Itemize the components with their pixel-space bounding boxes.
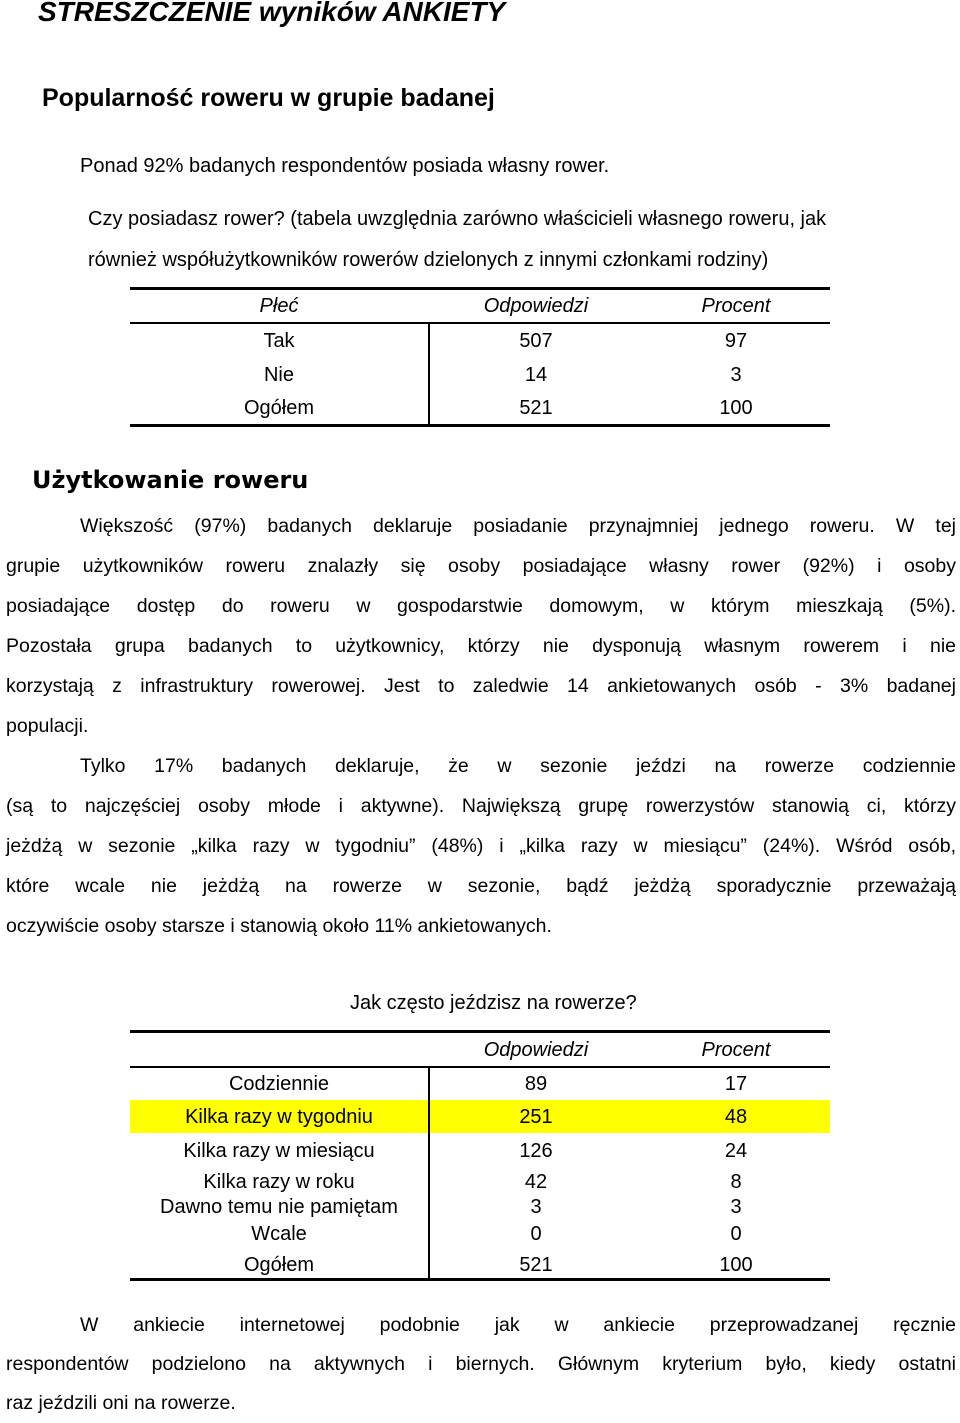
table-cell: 14 bbox=[524, 364, 548, 386]
table-header-gender: Płeć bbox=[259, 295, 299, 317]
question-text-line2: również współużytkowników rowerów dzielonych z innymi członkami rodziny) bbox=[88, 249, 769, 271]
table-cell: 3 bbox=[730, 364, 742, 386]
table-cell: Wcale bbox=[251, 1223, 307, 1245]
table-cell: Kilka razy w miesiącu bbox=[183, 1140, 375, 1162]
table-cell: 507 bbox=[519, 330, 553, 352]
paragraph-line: respondentów podzielono na aktywnych i biernych. Głównym kryterium było, kiedy ostatni bbox=[6, 1353, 956, 1375]
table-cell: 126 bbox=[519, 1140, 553, 1162]
table-header-answers: Odpowiedzi bbox=[483, 295, 589, 317]
document-title: STRESZCZENIE wyników ANKIETY bbox=[38, 0, 506, 27]
table-header-answers: Odpowiedzi bbox=[483, 1039, 589, 1061]
table-cell: 0 bbox=[530, 1223, 542, 1245]
paragraph-line: jeżdżą w sezonie „kilka razy w tygodniu” (48%) i „kilka razy w miesiącu” (24%). Wśród osób, bbox=[6, 835, 956, 857]
table-column-divider bbox=[428, 322, 430, 426]
paragraph-line: korzystają z infrastruktury rowerowej. Jest to zaledwie 14 ankietowanych osób - 3% badanej bbox=[6, 675, 956, 697]
table-cell: 3 bbox=[530, 1196, 542, 1218]
table-cell: Kilka razy w roku bbox=[203, 1171, 355, 1193]
intro-text: Ponad 92% badanych respondentów posiada własny rower. bbox=[80, 155, 610, 177]
section-heading-usage: Użytkowanie roweru bbox=[32, 466, 309, 494]
table-cell: 521 bbox=[519, 397, 553, 419]
table-cell: 521 bbox=[519, 1254, 553, 1276]
paragraph-line: W ankiecie internetowej podobnie jak w ankiecie przeprowadzanej ręcznie bbox=[80, 1314, 956, 1336]
table-cell: 0 bbox=[730, 1223, 742, 1245]
paragraph-line: Tylko 17% badanych deklaruje, że w sezonie jeździ na rowerze codziennie bbox=[80, 755, 956, 777]
table-column-divider bbox=[428, 1066, 430, 1280]
table-cell: Nie bbox=[263, 364, 294, 386]
paragraph-line: Pozostała grupa badanych to użytkownicy, którzy nie dysponują własnym rowerem i nie bbox=[6, 635, 956, 657]
paragraph-line: które wcale nie jeżdżą na rowerze w sezonie, bądź jeżdżą sporadycznie przeważają bbox=[6, 875, 956, 897]
table-cell: Kilka razy w tygodniu bbox=[185, 1106, 373, 1128]
question-text-line1: Czy posiadasz rower? (tabela uwzględnia zarówno właścicieli własnego roweru, jak bbox=[88, 208, 827, 230]
table-top-border bbox=[130, 1030, 830, 1033]
table-cell: 3 bbox=[730, 1196, 742, 1218]
table-cell: 97 bbox=[724, 330, 748, 352]
table-cell: 48 bbox=[724, 1106, 748, 1128]
table-cell: 251 bbox=[519, 1106, 553, 1128]
section-heading-popularity: Popularność roweru w grupie badanej bbox=[42, 84, 495, 112]
paragraph-line: Większość (97%) badanych deklaruje posiadanie przynajmniej jednego roweru. W tej bbox=[80, 515, 956, 537]
paragraph-line: grupie użytkowników roweru znalazły się osoby posiadające własny rower (92%) i osoby bbox=[6, 555, 956, 577]
table-cell: 17 bbox=[724, 1073, 748, 1095]
frequency-table-title: Jak często jeździsz na rowerze? bbox=[350, 992, 637, 1014]
table-header-border bbox=[130, 1066, 830, 1068]
table-header-border bbox=[130, 322, 830, 324]
table-cell: Ogółem bbox=[243, 1254, 315, 1276]
table-cell: 42 bbox=[524, 1171, 548, 1193]
table-top-border bbox=[130, 287, 830, 290]
table-cell: 89 bbox=[524, 1073, 548, 1095]
table-bottom-border bbox=[130, 424, 830, 427]
table-cell: Ogółem bbox=[243, 397, 315, 419]
table-cell: 100 bbox=[719, 1254, 753, 1276]
table-cell: Dawno temu nie pamiętam bbox=[160, 1196, 398, 1218]
table-cell: Tak bbox=[263, 330, 295, 352]
table-cell: 8 bbox=[730, 1171, 742, 1193]
paragraph-line: posiadające dostęp do roweru w gospodarstwie domowym, w którym mieszkają (5%). bbox=[6, 595, 956, 617]
paragraph-line: (są to najczęściej osoby młode i aktywne). Największą grupę rowerzystów stanowią ci, którzy bbox=[6, 795, 956, 817]
paragraph-line: oczywiście osoby starsze i stanowią około 11% ankietowanych. bbox=[6, 915, 552, 937]
table-bottom-border bbox=[130, 1278, 830, 1281]
table-cell: 24 bbox=[724, 1140, 748, 1162]
paragraph-line: raz jeździli oni na rowerze. bbox=[6, 1392, 236, 1414]
table-cell: Codziennie bbox=[228, 1073, 330, 1095]
table-cell: 100 bbox=[719, 397, 753, 419]
paragraph-line: populacji. bbox=[6, 715, 89, 737]
table-header-percent: Procent bbox=[701, 1039, 771, 1061]
table-header-percent: Procent bbox=[701, 295, 771, 317]
